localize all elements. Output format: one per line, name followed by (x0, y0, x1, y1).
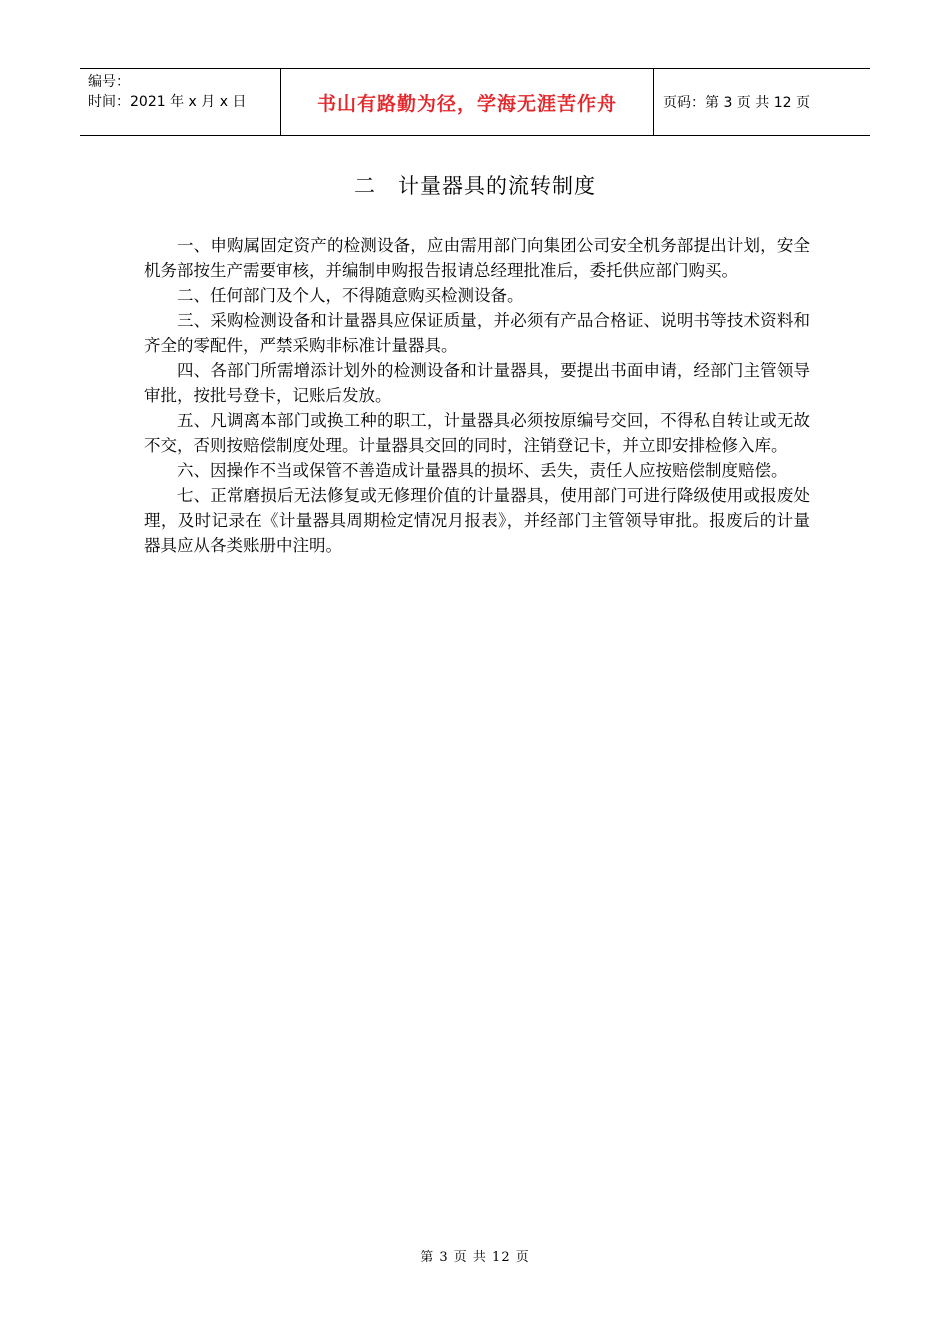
paragraph: 二、任何部门及个人，不得随意购买检测设备。 (177, 286, 524, 305)
footer-page-number: 第 3 页 共 12 页 (420, 1250, 530, 1265)
header-page-text: 页码：第 3 页 共 12 页 (663, 95, 810, 111)
paragraph: 四、各部门所需增添计划外的检测设备和计量器具，要提出书面申请，经部门主管领导审批，按批号登卡，记账后发放。 (144, 361, 810, 405)
paragraph: 一、申购属固定资产的检测设备，应由需用部门向集团公司安全机务部提出计划，安全机务部按生产需要审核，并编制申购报告报请总经理批准后，委托供应部门购买。 (144, 236, 810, 280)
code-label: 编号： (88, 74, 130, 90)
header-meta-cell (80, 69, 281, 135)
document-body (144, 233, 810, 558)
page-footer (0, 1246, 950, 1265)
title-text: 计量器具的流转制度 (398, 174, 596, 198)
header-page-cell (654, 69, 870, 135)
document-title (0, 170, 950, 200)
motto-text: 书山有路勤为径，学海无涯苦作舟 (316, 92, 617, 115)
date-text: 时间：2021 年 x 月 x 日 (88, 94, 247, 110)
title-number: 二 (354, 174, 376, 198)
paragraph: 七、正常磨损后无法修复或无修理价值的计量器具，使用部门可进行降级使用或报废处理，及时记录在《计量器具周期检定情况月报表》，并经部门主管领导审批。报废后的计量器具应从各类账册中注明。 (144, 486, 810, 555)
paragraph: 五、凡调离本部门或换工种的职工，计量器具必须按原编号交回，不得私自转让或无故不交，否则按赔偿制度处理。计量器具交回的同时，注销登记卡，并立即安排检修入库。 (144, 411, 810, 455)
header-motto-cell (281, 69, 654, 135)
paragraph: 三、采购检测设备和计量器具应保证质量，并必须有产品合格证、说明书等技术资料和齐全的零配件，严禁采购非标准计量器具。 (144, 311, 810, 355)
paragraph: 六、因操作不当或保管不善造成计量器具的损坏、丢失，责任人应按赔偿制度赔偿。 (177, 461, 788, 480)
document-header (80, 68, 870, 136)
